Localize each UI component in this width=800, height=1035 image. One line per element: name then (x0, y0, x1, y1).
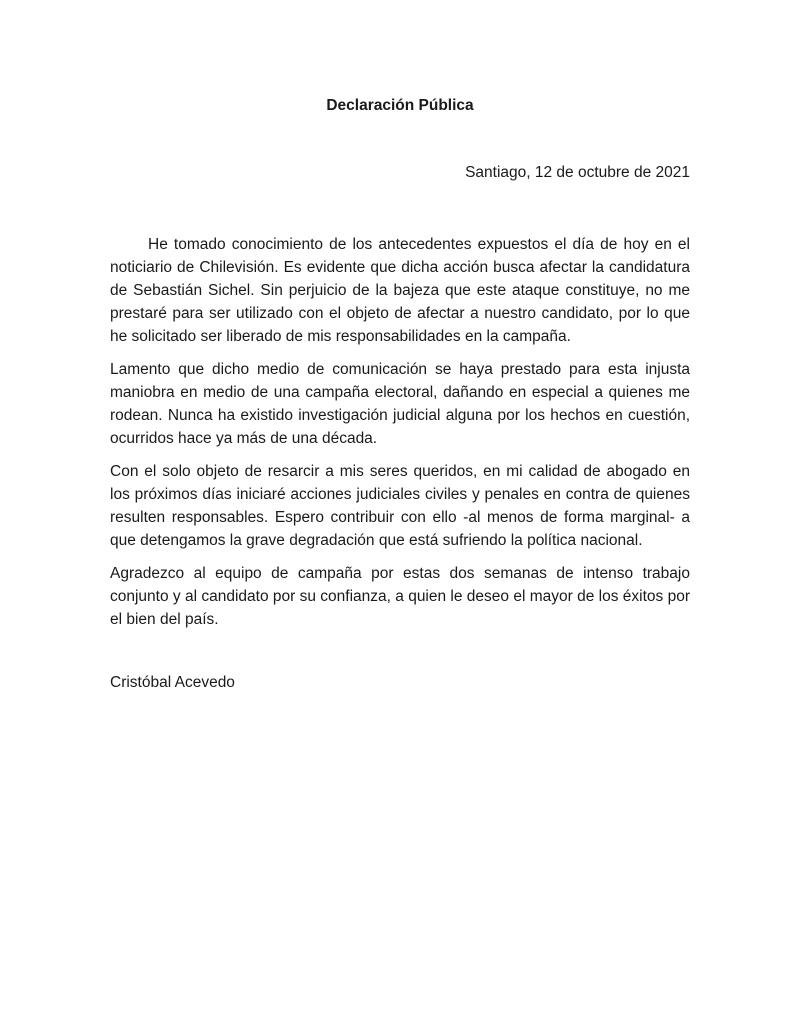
document-body (110, 233, 690, 631)
paragraph-1: He tomado conocimiento de los antecedentes expuestos el día de hoy en el noticiario de Chilevisión. Es evidente que dicha acción busca afectar la candidatura de Sebastián Sichel. Sin perjuicio de la bajeza que este ataque constituye, no me prestaré para ser utilizado con el objeto de afectar a nuestro candidato, por lo que he solicitado ser liberado de mis responsabilidades en la campaña. (110, 236, 690, 345)
signature: Cristóbal Acevedo (110, 674, 235, 691)
document-title: Declaración Pública (326, 97, 474, 114)
paragraph-2: Lamento que dicho medio de comunicación se haya prestado para esta injusta maniobra en medio de una campaña electoral, dañando en especial a quienes me rodean. Nunca ha existido investigación judicial alguna por los hechos en cuestión, ocurridos hace ya más de una década. (110, 361, 690, 447)
paragraph-3: Con el solo objeto de resarcir a mis seres queridos, en mi calidad de abogado en los próximos días iniciaré acciones judiciales civiles y penales en contra de quienes resulten responsables. Espero contribuir con ello -al menos de forma marginal- a que detengamos la grave degradación que está sufriendo la política nacional. (110, 463, 690, 549)
dateline: Santiago, 12 de octubre de 2021 (465, 164, 690, 181)
paragraph-4: Agradezco al equipo de campaña por estas dos semanas de intenso trabajo conjunto y al candidato por su confianza, a quien le deseo el mayor de los éxitos por el bien del país. (110, 565, 690, 628)
